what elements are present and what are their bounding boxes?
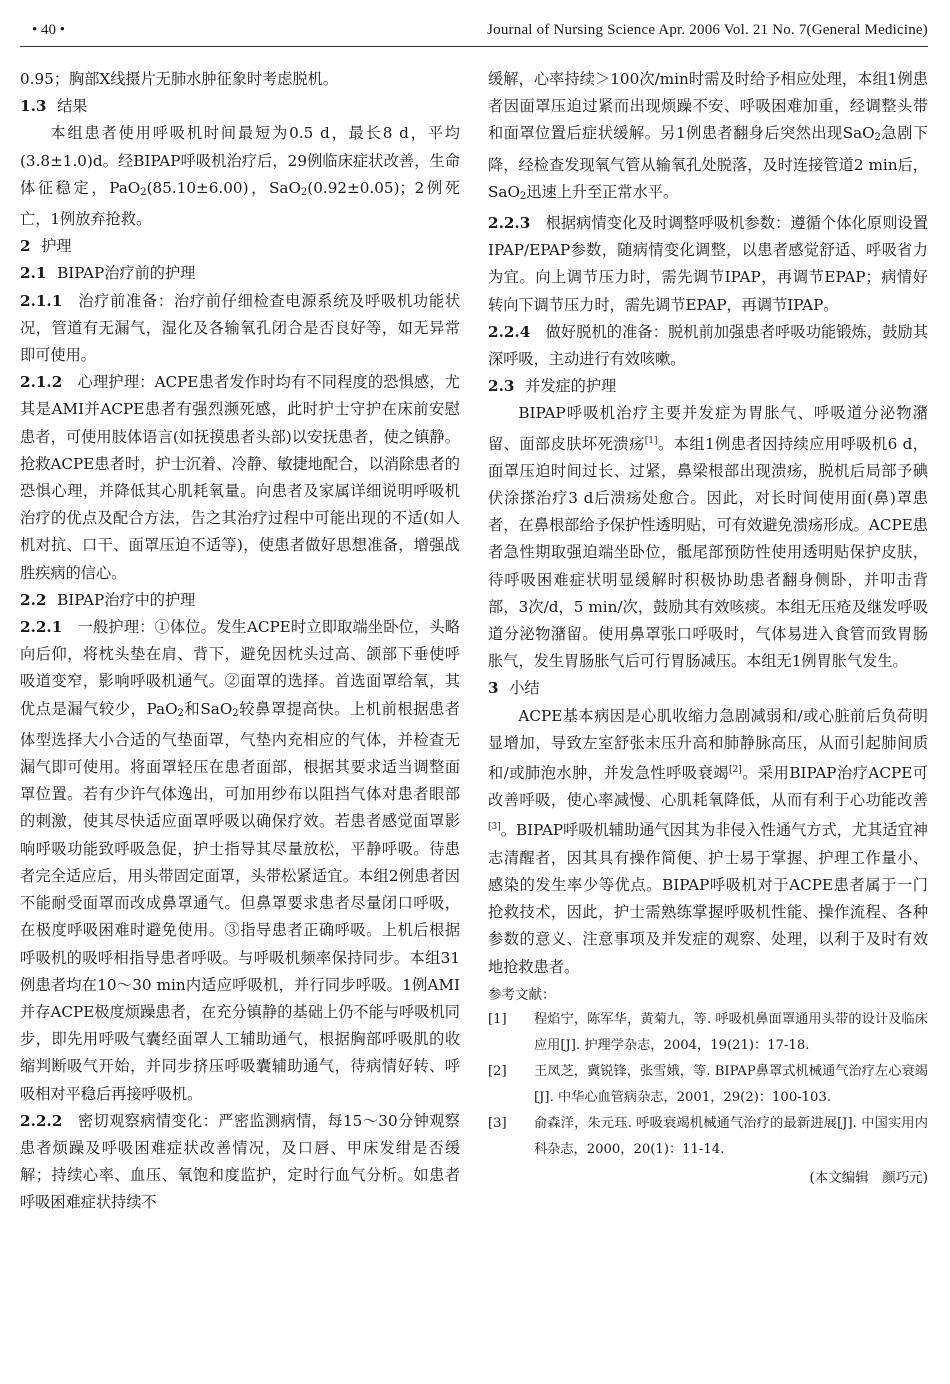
- section-heading-1-3: 1.3 结果: [20, 97, 88, 116]
- continued-paragraph-right: 缓解，心率持续＞100次/min时需及时给予相应处理，本组1例患者因面罩压迫过紧而出现烦躁不安、呼吸困难加重，经调整头带和面罩位置后症状缓解。另1例患者翻身后突然出现SaO$_2$急剧下降，经检查发现氧气管从输氧孔处脱落，及时连接管道2 min后，SaO$_2$迅速上升至正常水平。: [488, 70, 929, 202]
- citation-3: [3]: [488, 822, 501, 833]
- right-column: [488, 66, 928, 1191]
- page-number: • 40 •: [32, 22, 66, 38]
- references-title: 参考文献：: [488, 986, 556, 1003]
- section-heading-2-1: 2.1 BIPAP治疗前的护理: [20, 264, 196, 283]
- paragraph-2-2-2: 2.2.2 密切观察病情变化：严密监测病情，每15～30分钟观察患者烦躁及呼吸困难症状改善情况，及口唇、甲床发绀是否缓解；持续心率、血压、氧饱和度监护，定时行血气分析。如患者呼吸困难症状持续不: [20, 1111, 460, 1212]
- section-heading-2-3: 2.3 并发症的护理: [488, 377, 617, 396]
- complications-paragraph: BIPAP呼吸机治疗主要并发症为胃胀气、呼吸道分泌物潴留、面部皮肤坏死溃疡[1]。本组1例患者因持续应用呼吸机6 d，面罩压迫时间过长、过紧，鼻梁根部出现溃疡，脱机后局部予碘伏涂搽治疗3 d后溃疡处愈合。因此，对长时间使用面(鼻)罩患者，在鼻根部给予保护性透明贴，可有效避免溃疡形成。ACPE患者急性期取强迫端坐卧位，骶尾部预防性使用透明贴保护皮肤，待呼吸困难症状明显缓解时积极协助患者翻身侧卧，并叩击背部，3次/d，5 min/次，鼓励其有效咳痰。本组无压疮及继发呼吸道分泌物潴留。使用鼻罩张口呼吸时，气体易进入食管而致胃肠胀气，发生胃肠胀气后可行胃肠减压。本组无1例胃胀气发生。: [488, 404, 928, 671]
- paragraph-2-1-1: 2.1.1 治疗前准备：治疗前仔细检查电源系统及呼吸机功能状况，管道有无漏气，湿化及各输氧孔闭合是否良好等，如无异常即可使用。: [20, 291, 460, 365]
- left-column: [20, 66, 460, 1217]
- reference-item: [2] 王凤芝，冀锐锋，张雪娥，等. BIPAP鼻罩式机械通气治疗左心衰竭[J]. 中华心血管病杂志，2001，29(2)：100-103.: [488, 1063, 928, 1105]
- paragraph-2-2-3: 2.2.3 根据病情变化及时调整呼吸机参数：遵循个体化原则设置IPAP/EPAP参数，随病情变化调整，以患者感觉舒适、呼吸省力为宜。向上调节压力时，需先调节IPAP，再调节EPAP；病情好转向下调节压力时，需先调节EPAP，再调节IPAP。: [488, 214, 928, 314]
- citation-2: [2]: [729, 765, 742, 776]
- summary-paragraph: ACPE基本病因是心肌收缩力急剧减弱和/或心脏前后负荷明显增加，导致左室舒张末压升高和肺静脉高压，从而引起肺间质和/或肺泡水肿，并发急性呼吸衰竭[2]。采用BIPAP治疗ACPE可改善呼吸，使心率减慢、心肌耗氧降低，从而有利于心功能改善[3]。BIPAP呼吸机辅助通气因其为非侵入性通气方式，尤其适宜神志清醒者，因其具有操作简便、护士易于掌握、护理工作量小、感染的发生率少等优点。BIPAP呼吸机对于ACPE患者属于一门抢救技术，因此，护士需熟练掌握呼吸机性能、操作流程、各种参数的意义、注意事项及并发症的观察、处理，以利于及时有效地抢救患者。: [488, 706, 928, 976]
- page-header: [20, 18, 928, 47]
- journal-info: Journal of Nursing Science Apr. 2006 Vol. 21 No. 7(General Medicine): [487, 22, 928, 38]
- results-paragraph: 本组患者使用呼吸机时间最短为0.5 d，最长8 d，平均(3.8±1.0)d。经BIPAP呼吸机治疗后，29例临床症状改善，生命体征稳定，PaO$_2$(85.10±6.00)，SaO$_2$(0.92±0.05)；2例死亡，1例放弃抢救。: [20, 124, 461, 229]
- section-heading-3: 3 小结: [488, 679, 540, 698]
- section-heading-2-2: 2.2 BIPAP治疗中的护理: [20, 590, 196, 609]
- editor-note: (本文编辑 颜巧元): [809, 1169, 928, 1186]
- reference-item: [3] 俞森洋，朱元珏. 呼吸衰竭机械通气治疗的最新进展[J]. 中国实用内科杂志，2000，20(1)：11-14.: [488, 1115, 928, 1157]
- section-heading-2: 2 护理: [20, 237, 72, 256]
- reference-list: [488, 1007, 928, 1163]
- paragraph-2-2-4: 2.2.4 做好脱机的准备：脱机前加强患者呼吸功能锻炼，鼓励其深呼吸，主动进行有效咳嗽。: [488, 322, 928, 369]
- paragraph-2-2-1: 2.2.1 一般护理：①体位。发生ACPE时立即取端坐卧位，头略向后仰，将枕头垫在肩、背下，避免因枕头过高、颌部下垂使呼吸道变窄，影响呼吸机通气。②面罩的选择。首选面罩给氧，其优点是漏气较少，PaO$_2$和SaO$_2$较鼻罩提高快。上机前根据患者体型选择大小合适的气垫面罩，气垫内充相应的气体，并检查无漏气即可使用。将面罩轻压在患者面部，根据其要求适当调整面罩位置。若有少许气体逸出，可加用纱布以阻挡气体对患者眼部的刺激，使其尽快适应面罩呼吸以确保疗效。若患者感觉面罩影响呼吸功能致呼吸急促，护士指导其尽量放松，平静呼吸。待患者完全适应后，用头带固定面罩，头带松紧适宜。本组2例患者因不能耐受面罩而改成鼻罩通气。但鼻罩要求患者尽量闭口呼吸，在极度呼吸困难时避免使用。③指导患者正确呼吸。上机后根据呼吸机的吸呼相指导患者呼吸。与呼吸机频率保持同步。本组31例患者均在10～30 min内适应呼吸机，并行同步呼吸。1例AMI并存ACPE极度烦躁患者，在充分镇静的基础上仍不能与呼吸机同步，即先用呼吸气囊经面罩人工辅助通气，根据胸部呼吸肌的收缩判断吸气开始，并同步挤压呼吸囊辅助通气，待病情好转、呼吸相对平稳后再接呼吸机。: [20, 618, 461, 1103]
- reference-item: [1] 程焰宁，陈军华，黄菊九，等. 呼吸机鼻面罩通用头带的设计及临床应用[J]. 护理学杂志，2004，19(21)：17-18.: [488, 1011, 928, 1053]
- continued-paragraph: 0.95；胸部X线摄片无肺水肿征象时考虑脱机。: [20, 70, 339, 88]
- citation-1: [1]: [644, 435, 658, 446]
- paragraph-2-1-2: 2.1.2 心理护理：ACPE患者发作时均有不同程度的恐惧感，尤其是AMI并ACPE患者有强烈濒死感，此时护士守护在床前安慰患者，可使用肢体语言(如抚摸患者头部)以安抚患者，使之镇静。抢救ACPE患者时，护士沉着、冷静、敏捷地配合，以消除患者的恐惧心理，并降低其心肌耗氧量。向患者及家属详细说明呼吸机治疗的优点及配合方法，告之其治疗过程中可能出现的不适(如人机对抗、口干、面罩压迫不适等)，使患者做好思想准备，增强战胜疾病的信心。: [20, 373, 460, 582]
